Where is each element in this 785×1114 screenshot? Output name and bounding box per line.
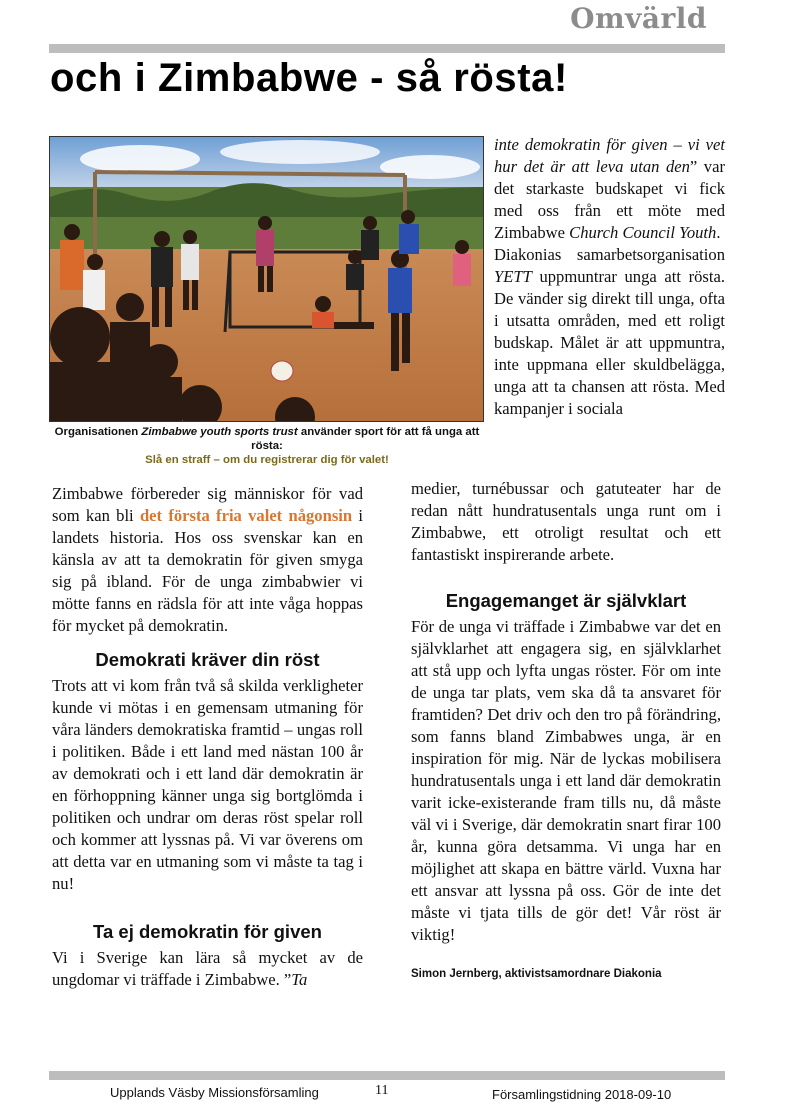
paragraph-yett [494,244,725,420]
ta-ej-italic: Ta [291,970,308,989]
quote-followup: ” var det starkaste budskapet vi fick med oss från ett möte med Zimbabwe [494,157,725,242]
caption-post: använder sport för att få unga att rösta: [251,426,480,452]
section-title: Omvärld [570,2,707,35]
paragraph-ta-ej [52,947,363,991]
paragraph-quote-continued [494,134,725,244]
caption-pre: Organisationen [54,426,142,438]
caption-subline: Slå en straff – om du registrerar dig för valet! [145,454,389,466]
top-rule [49,44,725,53]
photo-caption [52,425,482,467]
caption-org-name: Zimbabwe youth sports trust [141,426,298,438]
article-column-right-bottom [411,478,721,982]
paragraph-demokrati: Trots att vi kom från två så skilda verkligheter kunde vi mötas i en gemensam utmaning för våra länders demokratiska framtid – ungas roll i politiken. Både i ett land med nästan 100 år av demokrati och i ett land där demokratin är en förhoppning känner unga sig bortglömda i politiken och undrar om deras röst spelar roll och kommer att lyssnas på. Vi var överens om att detta var en utmaning som vi måste ta tag i nu! [52,676,363,893]
article-photo [49,136,484,422]
page-number: 11 [375,1083,389,1098]
headline: och i Zimbabwe - så rösta! [50,56,568,100]
paragraph-medier: medier, turnébussar och gatuteater har de redan nått hundratusentals unga runt om i Zimbabwe, ett otroligt resultat och ett fantastiskt inspirerande arbete. [411,479,721,564]
ta-ej-text: Vi i Sverige kan lära så mycket av de ungdomar vi träffade i Zimbabwe. ” [52,948,363,989]
bottom-rule [49,1071,725,1080]
author-signature: Simon Jernberg, aktivistsamordnare Diakonia [411,968,662,980]
intro-highlight: det första fria valet någonsin [139,506,353,525]
article-column-right-top [494,134,725,420]
yett-intro: Diakonias samarbetsorganisation [494,245,725,264]
footer-publisher: Upplands Väsby Missionsförsamling [110,1085,319,1100]
article-column-left [52,483,363,991]
yett-body: uppmuntrar unga att rösta. De vänder sig direkt till unga, ofta i utsatta områden, med ett roligt budskap. Målet är att uppmuntra, inte uppmana eller skuldbelägga, unga att ta chansen att rösta. Med kampanjer i sociala [494,267,725,418]
subheading-demokrati: Demokrati kräver din röst [95,649,320,670]
quote-italic: inte demokratin för given – vi vet hur det är att leva utan den [494,135,725,176]
subheading-ta-ej: Ta ej demokratin för given [93,921,322,942]
footer-issue: Församlingstidning 2018-09-10 [492,1087,672,1102]
yett-name: YETT [494,267,532,286]
paragraph-engagemanget: För de unga vi träffade i Zimbabwe var det en självklarhet att engagera sig, en självklarhet att stå upp och lyfta ungas röster. För om inte de unga tar plats, vem ska då ta ansvaret för framtiden? Det driv och den tro på förändring, som fanns bland Zimbabwes unga, är en inspiration för mig. När de lyckas mobilisera hundratusentals unga i ett land där demokratin varit icke-existerande fram tills nu, då måste väl vi i Sverige, där demokratin snart firar 100 år, kunna göra detsamma. Vi unga har en möjlighet att skapa en bättre värld. Vuxna har ett ansvar att lyssna på oss. Gör de inte det måste vi tjata tills de gör det! Vår röst är viktig! [411,617,721,944]
intro-start: Zimbabwe förbereder sig människor för vad som kan bli [52,484,363,525]
church-council-youth: Church Council Youth [569,223,717,242]
intro-end: i landets historia. Hos oss svenskar kan en känsla av att ta demokratin för given smyga sig på ibland. För de unga zimbabwier vi mötte fanns en rädsla för att inte våga hoppas för mycket på demokratin. [52,506,363,635]
quote-end: . [716,223,721,242]
subheading-engagemanget: Engagemanget är självklart [445,590,687,611]
paragraph-intro [52,483,363,637]
